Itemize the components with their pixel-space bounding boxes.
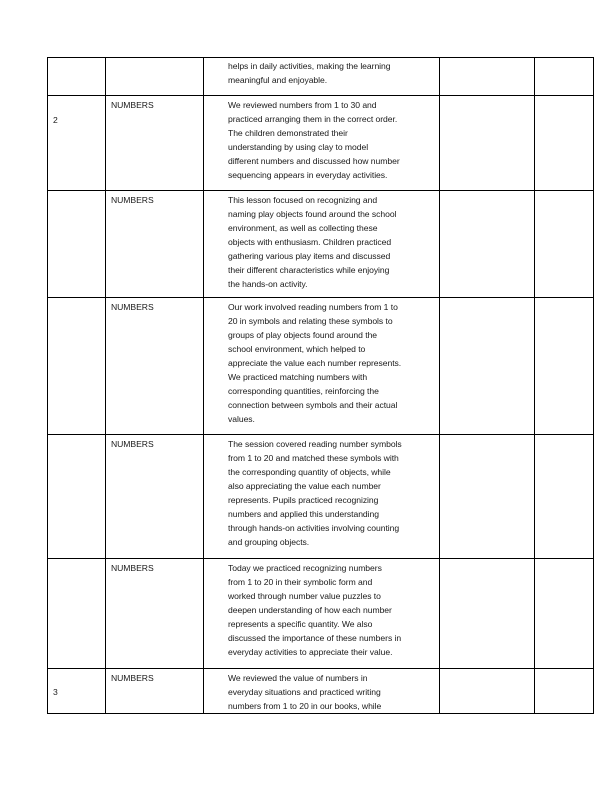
empty-cell-col5 bbox=[535, 58, 594, 96]
reflection-cell bbox=[204, 559, 440, 669]
reflection-line: discussed the importance of these numbers in bbox=[228, 633, 402, 643]
strand-cell: NUMBERS bbox=[106, 559, 204, 669]
strand-cell: NUMBERS bbox=[106, 191, 204, 298]
lesson-record-table bbox=[47, 57, 594, 714]
reflection-line: objects with enthusiasm. Children practiced bbox=[228, 237, 392, 247]
reflection-line: sequencing appears in everyday activities. bbox=[228, 170, 388, 180]
reflection-line: helps in daily activities, making the learning bbox=[228, 61, 391, 71]
reflection-line: groups of play objects found around the bbox=[228, 330, 378, 340]
table-row bbox=[48, 559, 594, 669]
week-cell bbox=[48, 298, 106, 435]
strand-cell bbox=[106, 58, 204, 96]
reflection-line: school environment, which helped to bbox=[228, 344, 366, 354]
reflection-line: The children demonstrated their bbox=[228, 128, 348, 138]
week-cell: 3 bbox=[48, 669, 106, 714]
reflection-line: corresponding quantities, reinforcing the bbox=[228, 386, 379, 396]
reflection-line: We reviewed the value of numbers in bbox=[228, 673, 368, 683]
reflection-line: This lesson focused on recognizing and bbox=[228, 195, 378, 205]
week-cell bbox=[48, 191, 106, 298]
reflection-line: deepen understanding of how each number bbox=[228, 605, 392, 615]
reflection-cell bbox=[204, 58, 440, 96]
reflection-line: represents a specific quantity. We also bbox=[228, 619, 373, 629]
reflection-line: Today we practiced recognizing numbers bbox=[228, 563, 382, 573]
reflection-line: everyday activities to appreciate their value. bbox=[228, 647, 393, 657]
reflection-cell bbox=[204, 669, 440, 714]
table-row bbox=[48, 669, 594, 714]
reflection-line: values. bbox=[228, 414, 255, 424]
empty-cell-col5 bbox=[535, 669, 594, 714]
reflection-line: worked through number value puzzles to bbox=[228, 591, 381, 601]
empty-cell-col4 bbox=[440, 669, 535, 714]
reflection-line: practiced arranging them in the correct order. bbox=[228, 114, 398, 124]
reflection-cell bbox=[204, 435, 440, 559]
strand-cell: NUMBERS bbox=[106, 96, 204, 191]
empty-cell-col5 bbox=[535, 191, 594, 298]
empty-cell-col4 bbox=[440, 191, 535, 298]
reflection-line: also appreciating the value each number bbox=[228, 481, 381, 491]
reflection-cell bbox=[204, 96, 440, 191]
strand-cell: NUMBERS bbox=[106, 298, 204, 435]
reflection-line: the hands-on activity. bbox=[228, 279, 308, 289]
reflection-line: We practiced matching numbers with bbox=[228, 372, 368, 382]
reflection-line: environment, as well as collecting these bbox=[228, 223, 378, 233]
empty-cell-col5 bbox=[535, 435, 594, 559]
reflection-line: meaningful and enjoyable. bbox=[228, 75, 328, 85]
empty-cell-col5 bbox=[535, 96, 594, 191]
strand-cell: NUMBERS bbox=[106, 669, 204, 714]
empty-cell-col4 bbox=[440, 58, 535, 96]
reflection-line: numbers and applied this understanding bbox=[228, 509, 379, 519]
reflection-line: 20 in symbols and relating these symbols to bbox=[228, 316, 393, 326]
reflection-line: understanding by using clay to model bbox=[228, 142, 369, 152]
table-row bbox=[48, 191, 594, 298]
reflection-line: their different characteristics while enjoying bbox=[228, 265, 390, 275]
reflection-line: from 1 to 20 and matched these symbols with bbox=[228, 453, 399, 463]
empty-cell-col5 bbox=[535, 559, 594, 669]
week-cell bbox=[48, 58, 106, 96]
reflection-line: appreciate the value each number represents. bbox=[228, 358, 402, 368]
reflection-line: from 1 to 20 in their symbolic form and bbox=[228, 577, 373, 587]
empty-cell-col5 bbox=[535, 298, 594, 435]
empty-cell-col4 bbox=[440, 298, 535, 435]
empty-cell-col4 bbox=[440, 559, 535, 669]
reflection-line: connection between symbols and their actual bbox=[228, 400, 398, 410]
table-row bbox=[48, 298, 594, 435]
reflection-line: gathering various play items and discussed bbox=[228, 251, 391, 261]
week-cell: 2 bbox=[48, 96, 106, 191]
reflection-line: everyday situations and practiced writing bbox=[228, 687, 381, 697]
reflection-line: and grouping objects. bbox=[228, 537, 310, 547]
empty-cell-col4 bbox=[440, 96, 535, 191]
reflection-line: numbers from 1 to 20 in our books, while bbox=[228, 701, 382, 711]
reflection-line: We reviewed numbers from 1 to 30 and bbox=[228, 100, 377, 110]
reflection-line: through hands-on activities involving counting bbox=[228, 523, 400, 533]
table-row bbox=[48, 96, 594, 191]
reflection-line: The session covered reading number symbols bbox=[228, 439, 402, 449]
strand-cell: NUMBERS bbox=[106, 435, 204, 559]
reflection-line: different numbers and discussed how number bbox=[228, 156, 400, 166]
week-cell bbox=[48, 435, 106, 559]
week-cell bbox=[48, 559, 106, 669]
empty-cell-col4 bbox=[440, 435, 535, 559]
reflection-line: naming play objects found around the school bbox=[228, 209, 397, 219]
reflection-line: represents. Pupils practiced recognizing bbox=[228, 495, 379, 505]
table-row bbox=[48, 58, 594, 96]
table-row bbox=[48, 435, 594, 559]
reflection-cell bbox=[204, 191, 440, 298]
reflection-cell bbox=[204, 298, 440, 435]
reflection-line: Our work involved reading numbers from 1 to bbox=[228, 302, 398, 312]
reflection-line: the corresponding quantity of objects, while bbox=[228, 467, 391, 477]
